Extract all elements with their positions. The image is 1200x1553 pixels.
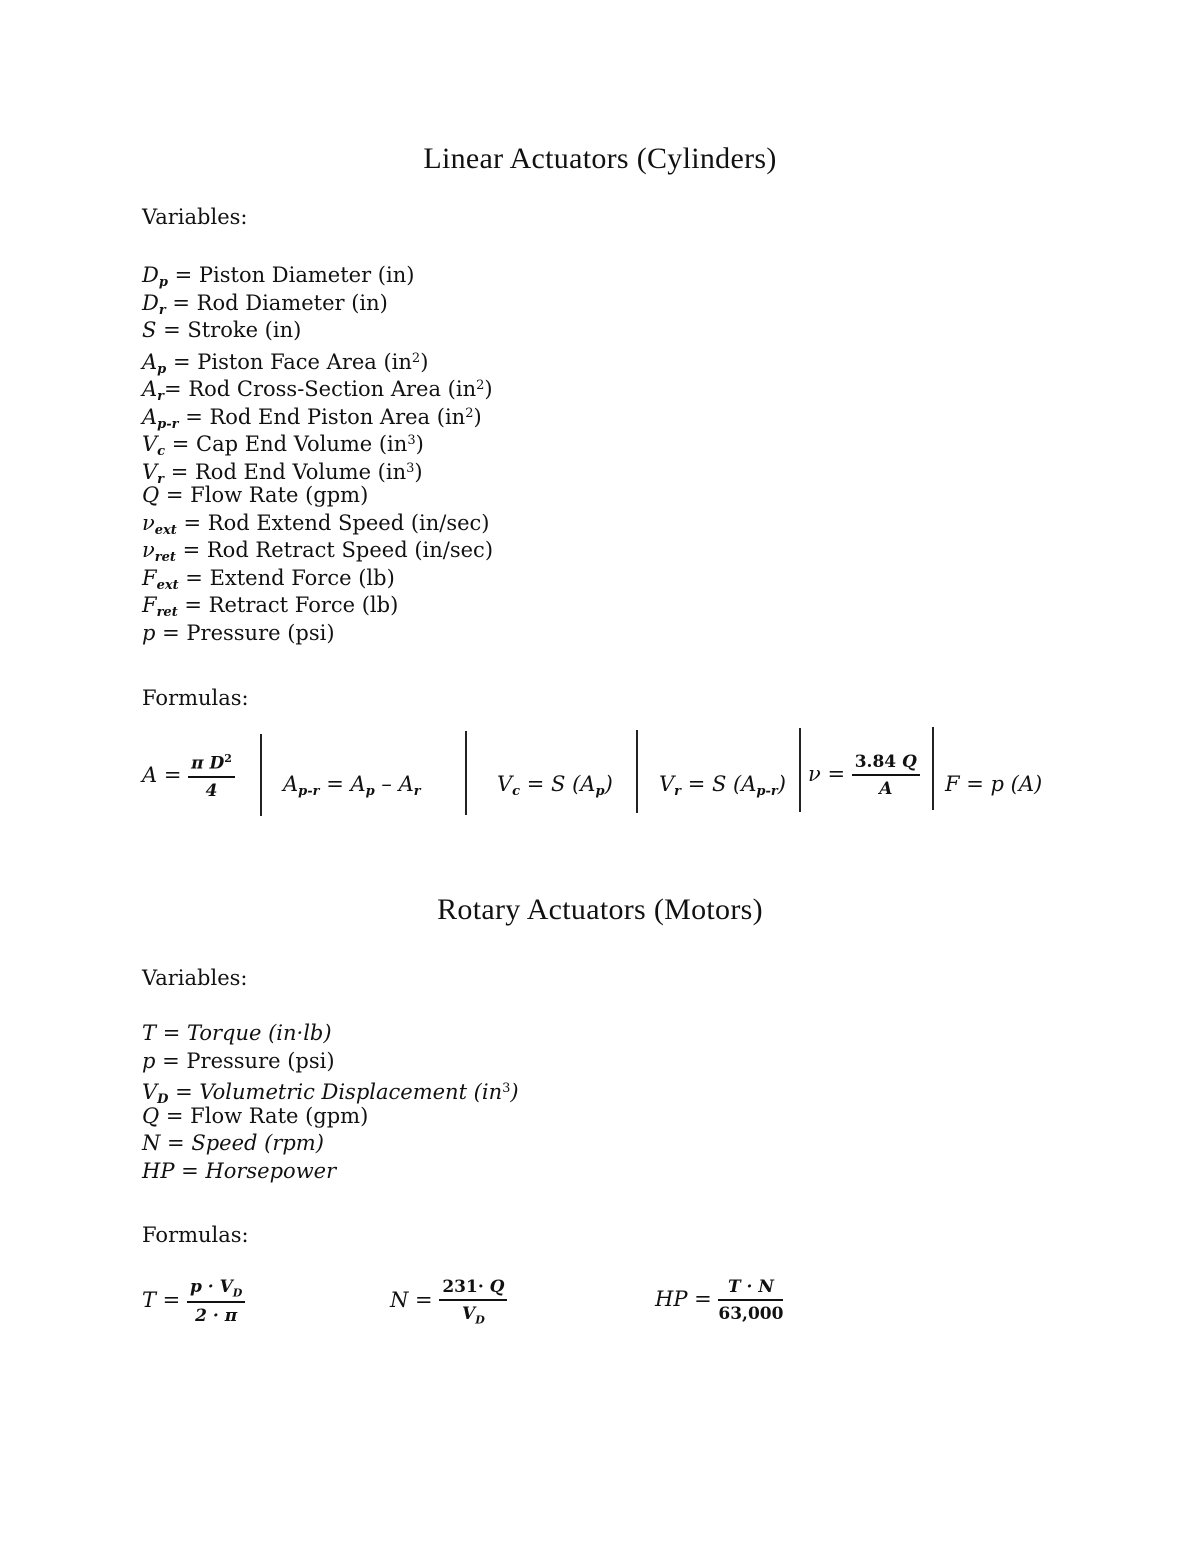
variable-tail: ) [484, 377, 493, 401]
variable-tail: ) [510, 1080, 519, 1104]
variable-equals: = [168, 1080, 200, 1104]
formula-rod-area-rhs2: – A [374, 772, 414, 796]
variable-subscript: D [157, 1092, 169, 1107]
variable-subscript: ext [156, 577, 179, 593]
variable-symbol: p [142, 620, 156, 645]
formula-speed-numerator-var: Q [896, 752, 917, 772]
variable-description: Rod Retract Speed (in/sec) [206, 538, 494, 562]
variable-item [142, 1158, 519, 1186]
variable-equals: = [155, 1048, 187, 1073]
variable-symbol: A [142, 349, 158, 374]
variable-equals: = [156, 1021, 187, 1045]
variable-equals: = [165, 432, 197, 456]
variable-item [142, 620, 493, 648]
formula-area-denominator: 4 [205, 780, 218, 801]
formula-cap-volume-sub: c [512, 784, 521, 799]
variable-symbol: V [142, 459, 158, 484]
variable-exponent: 2 [465, 405, 474, 421]
variable-item [142, 482, 493, 510]
variable-symbol: D [142, 263, 159, 287]
variable-description: Cap End Volume (in [196, 432, 408, 456]
formula-motor-speed-denominator: V [462, 1304, 476, 1324]
variable-description: Piston Face Area (in [197, 349, 412, 374]
rotary-title: Rotary Actuators (Motors) [437, 893, 763, 926]
formula-rod-volume-sub2: p-r [756, 784, 778, 799]
formula-horsepower [655, 1277, 783, 1324]
formula-horsepower-numerator: T · N [718, 1277, 783, 1301]
formula-divider [465, 731, 467, 815]
formula-torque-denominator: 2 · π [195, 1306, 238, 1327]
variable-symbol: D [142, 290, 159, 315]
variable-equals: = [174, 1158, 206, 1183]
formula-speed-denominator: A [879, 779, 893, 799]
variable-symbol: F [142, 565, 157, 590]
variable-description: Rod End Piston Area (in [209, 404, 466, 429]
formula-motor-speed-numerator-var: Q [483, 1277, 505, 1297]
variable-equals: = [164, 459, 195, 484]
formula-area [142, 752, 235, 801]
formula-cap-volume-symbol: V [497, 772, 513, 796]
variable-description: Retract Force (lb) [208, 593, 399, 617]
formula-torque [142, 1277, 245, 1326]
variable-symbol: p [142, 1048, 156, 1073]
variable-subscript: r [158, 302, 166, 318]
formula-torque-numerator-sub: D [232, 1286, 243, 1300]
variable-description: Pressure (psi) [186, 1048, 335, 1073]
variable-equals: = [175, 538, 207, 562]
variable-equals: = [164, 377, 189, 401]
linear-formulas-heading: Formulas: [142, 686, 249, 710]
variable-equals: = [160, 1131, 192, 1155]
variable-symbol: A [142, 404, 158, 429]
formula-area-exponent: 2 [224, 752, 232, 765]
variable-subscript: c [157, 444, 166, 459]
variable-symbol: V [142, 1080, 158, 1104]
formula-rod-area-sub2: p [365, 784, 375, 799]
variable-description: Rod Extend Speed (in/sec) [207, 510, 490, 535]
formula-rod-area-sub: p-r [298, 784, 320, 799]
variable-item [142, 372, 493, 404]
variable-item [142, 1020, 519, 1048]
variable-equals: = [176, 510, 208, 535]
variable-equals: = [159, 483, 191, 507]
variable-description: Speed (rpm) [191, 1131, 324, 1155]
formula-motor-speed-lhs: N = [390, 1288, 440, 1313]
variable-exponent: 3 [406, 460, 415, 476]
variable-item [142, 1075, 519, 1107]
formula-speed-fraction [852, 752, 920, 799]
variable-description: Horsepower [205, 1158, 337, 1183]
formula-divider [932, 727, 934, 810]
variable-description: Stroke (in) [187, 318, 302, 342]
variable-equals: = [178, 565, 210, 590]
variable-item [142, 1103, 519, 1131]
rotary-variable-list [142, 1020, 519, 1185]
rotary-formulas-heading: Formulas: [142, 1223, 249, 1247]
variable-description: Rod End Volume (in [194, 459, 407, 484]
variable-item [142, 290, 493, 318]
variable-subscript: ret [156, 605, 178, 620]
variable-description: Pressure (psi) [186, 620, 335, 645]
formula-speed [808, 752, 920, 799]
formula-rod-area [283, 772, 421, 799]
variable-description: Flow Rate (gpm) [190, 1103, 369, 1128]
variable-symbol: ν [142, 538, 155, 562]
variable-subscript: p-r [157, 416, 179, 432]
formula-area-fraction [188, 752, 235, 801]
variable-exponent: 3 [502, 1081, 511, 1096]
variable-subscript: p [158, 275, 168, 290]
formula-divider [799, 728, 801, 812]
formula-divider [636, 730, 638, 813]
variable-item [142, 262, 493, 290]
formula-torque-numerator: p · V [189, 1277, 233, 1297]
variable-item [142, 455, 493, 487]
formula-motor-speed-numerator-number: 231· [442, 1277, 484, 1297]
variable-symbol: T [142, 1021, 157, 1045]
variable-symbol: ν [142, 510, 155, 535]
variable-item [142, 400, 493, 432]
formula-motor-speed-denominator-sub: D [475, 1313, 485, 1327]
formula-horsepower-lhs: HP = [655, 1287, 719, 1311]
variable-equals: = [155, 620, 187, 645]
variable-subscript: r [157, 389, 165, 404]
linear-variables-heading: Variables: [142, 205, 248, 229]
variable-equals: = [159, 1103, 191, 1128]
variable-subscript: ret [154, 550, 176, 565]
formula-rod-area-symbol: A [283, 772, 299, 796]
variable-description: Volumetric Displacement (in [199, 1080, 503, 1104]
variable-symbol: A [142, 377, 158, 401]
formula-rod-area-sub3: r [413, 784, 421, 799]
formula-force: F = p (A) [945, 772, 1043, 796]
formula-torque-fraction [187, 1277, 245, 1326]
variable-description: Piston Diameter (in) [198, 263, 415, 287]
variable-item [142, 537, 493, 565]
variable-tail: ) [473, 404, 482, 429]
variable-symbol: HP [142, 1158, 175, 1183]
formula-cap-volume [497, 772, 613, 799]
formula-divider [260, 734, 262, 816]
variable-description: Extend Force (lb) [209, 565, 395, 590]
variable-tail: ) [420, 349, 429, 374]
variable-equals: = [165, 290, 197, 315]
formula-speed-numerator-number: 3.84 [854, 752, 897, 772]
formula-motor-speed-fraction [439, 1277, 507, 1326]
variable-description: Flow Rate (gpm) [190, 483, 369, 507]
rotary-variables-heading: Variables: [142, 966, 248, 990]
formula-rod-volume-close: ) [777, 772, 786, 796]
variable-description: Rod Diameter (in) [196, 290, 388, 315]
variable-equals: = [167, 263, 199, 287]
linear-variable-list [142, 262, 493, 647]
variable-description: Rod Cross-Section Area (in [188, 377, 477, 401]
formula-speed-lhs: ν = [808, 762, 852, 786]
variable-subscript: ext [154, 522, 177, 538]
formula-rod-volume-rhs: = S (A [681, 772, 757, 796]
formula-area-lhs: A = [142, 762, 189, 787]
variable-item [142, 510, 493, 538]
variable-tail: ) [414, 459, 423, 484]
variable-exponent: 2 [411, 350, 421, 366]
variable-tail: ) [415, 432, 424, 456]
formula-cap-volume-rhs: = S (A [520, 772, 596, 796]
formula-rod-volume-sub: r [674, 784, 682, 799]
variable-symbol: N [142, 1131, 161, 1155]
formula-cap-volume-sub2: p [595, 784, 605, 799]
variable-symbol: Q [142, 1103, 160, 1128]
variable-item [142, 592, 493, 620]
variable-symbol: F [142, 593, 157, 617]
variable-item [142, 317, 493, 345]
formula-area-numerator: π D [191, 753, 225, 774]
formula-rod-area-rhs1: = A [319, 772, 366, 796]
variable-item [142, 1130, 519, 1158]
formula-horsepower-fraction [718, 1277, 783, 1324]
variable-symbol: S [142, 318, 157, 342]
linear-title: Linear Actuators (Cylinders) [423, 142, 777, 175]
formula-cap-volume-close: ) [604, 772, 613, 796]
variable-equals: = [166, 349, 198, 374]
variable-item [142, 565, 493, 593]
variable-symbol: V [142, 432, 158, 456]
variable-equals: = [177, 593, 209, 617]
variable-exponent: 2 [476, 378, 485, 393]
variable-equals: = [178, 404, 210, 429]
variable-symbol: Q [142, 483, 160, 507]
variable-description: Torque (in·lb) [186, 1021, 332, 1045]
formula-rod-volume [659, 772, 786, 799]
formula-rod-volume-symbol: V [659, 772, 675, 796]
variable-exponent: 3 [407, 433, 416, 448]
formula-horsepower-denominator: 63,000 [718, 1304, 784, 1324]
formula-torque-lhs: T = [142, 1288, 187, 1313]
variable-item [142, 427, 493, 459]
variable-item [142, 1048, 519, 1076]
variable-equals: = [156, 318, 188, 342]
formula-motor-speed [390, 1277, 507, 1326]
variable-subscript: r [157, 471, 165, 487]
variable-item [142, 345, 493, 377]
variable-subscript: p [157, 361, 167, 377]
